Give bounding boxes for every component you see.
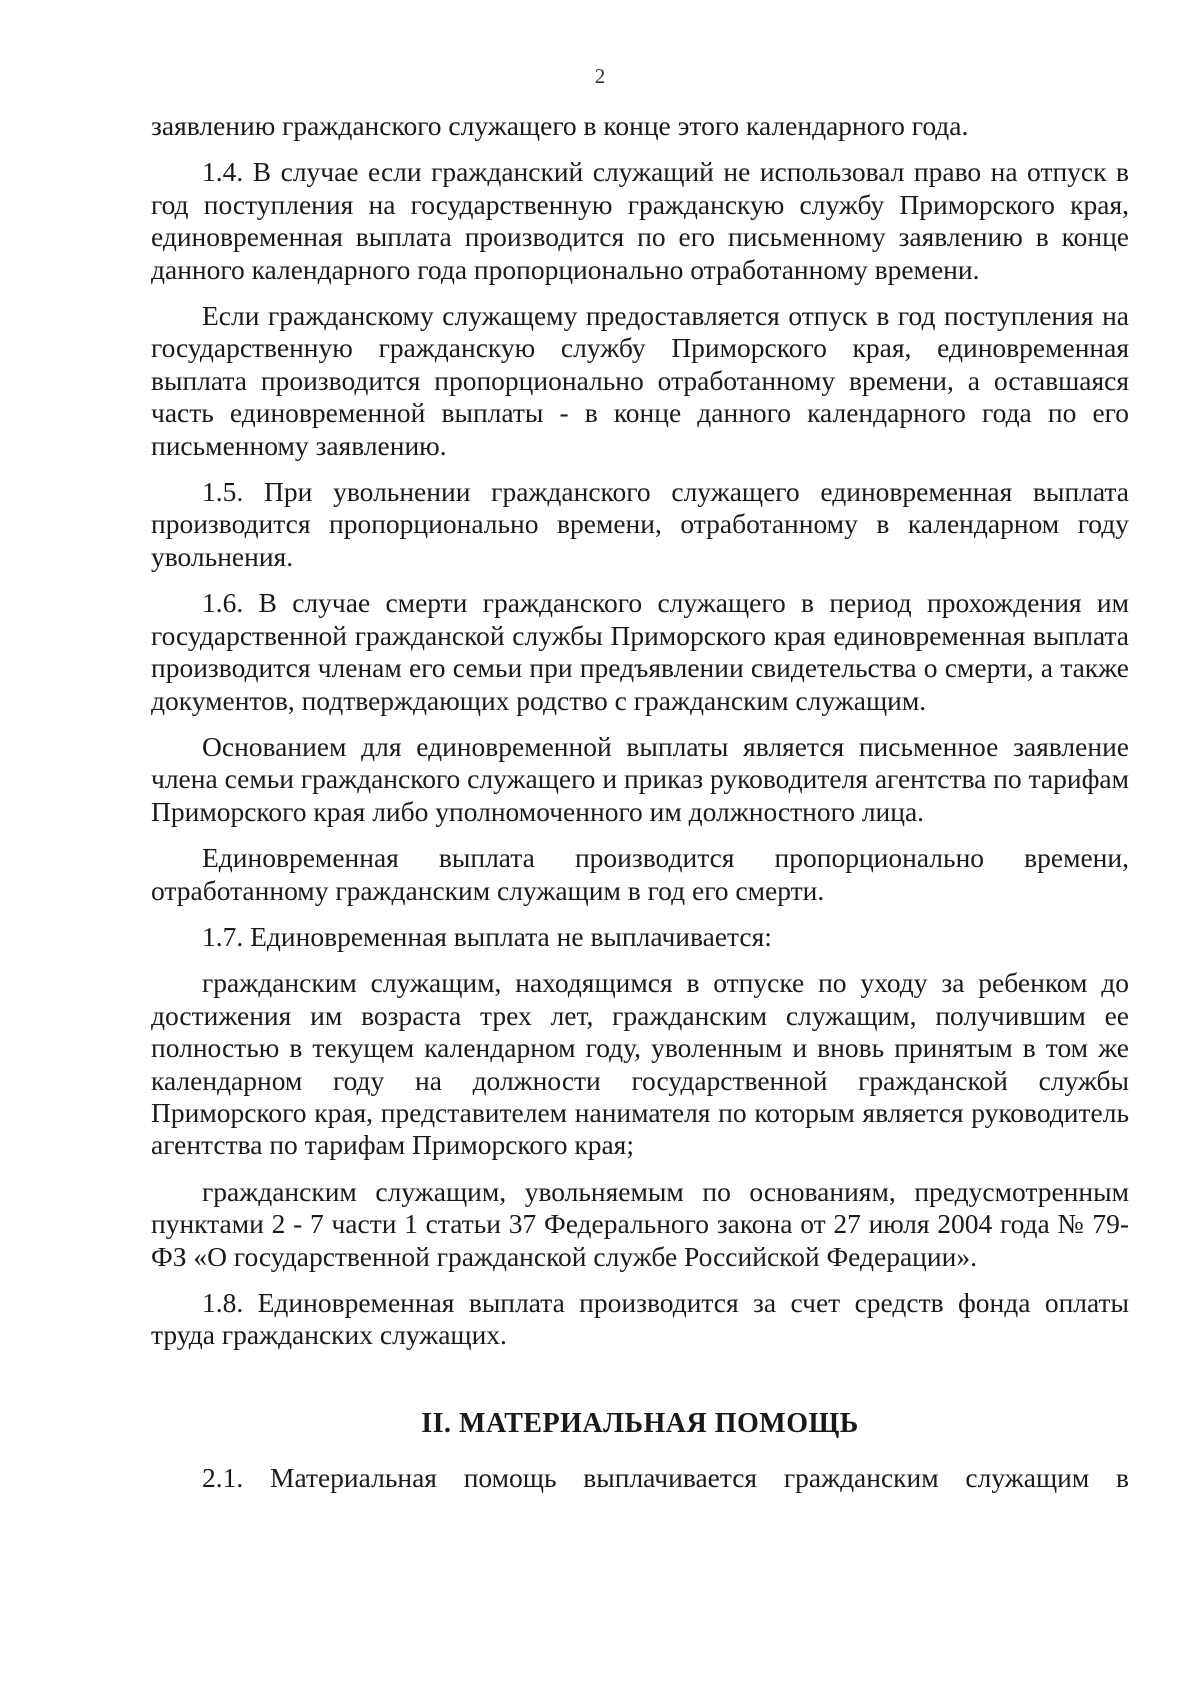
paragraph-exclusion-1: гражданским служащим, находящимся в отпуске по уходу за ребенком до достижения им возраста трех лет, гражданским служащим, получившим ее полностью в текущем календарном году, уволенным и вновь принятым в том же календарном году на должности государственной гражданской службы Приморского края, представителем нанимателя по которым является руководитель агентства по тарифам Приморского края; xyxy=(151,967,1129,1161)
document-body xyxy=(151,110,1129,1509)
paragraph-vacation: Если гражданскому служащему предоставляется отпуск в год поступления на государственную гражданскую службу Приморского края, единовременная выплата производится пропорционально отработанному времени, а оставшаяся часть единовременной выплаты - в конце данного календарного года по его письменному заявлению. xyxy=(151,300,1129,461)
paragraph-1-5: 1.5. При увольнении гражданского служащего единовременная выплата производится пропорционально времени, отработанному в календарном году увольнения. xyxy=(151,476,1129,572)
paragraph-continuation: заявлению гражданского служащего в конце этого календарного года. xyxy=(151,110,969,141)
paragraph-exclusion-2: гражданским служащим, увольняемым по основаниям, предусмотренным пунктами 2 - 7 части 1 статьи 37 Федерального закона от 27 июля 2004 года № 79-ФЗ «О государственной гражданской службе Российской Федерации». xyxy=(151,1175,1129,1272)
paragraph-1-4: 1.4. В случае если гражданский служащий не использовал право на отпуск в год поступления на государственную гражданскую службу Приморского края, единовременная выплата производится по его письменному заявлению в конце данного календарного года пропорционально отработанному времени. xyxy=(151,156,1129,285)
paragraph-1-7: 1.7. Единовременная выплата не выплачивается: xyxy=(202,920,772,952)
paragraph-proportional: Единовременная выплата производится пропорционально времени, отработанному гражданским служащим в год его смерти. xyxy=(151,842,1129,906)
paragraph-1-8: 1.8. Единовременная выплата производится за счет средств фонда оплаты труда гражданских служащих. xyxy=(151,1287,1129,1351)
paragraph-1-6: 1.6. В случае смерти гражданского служащего в период прохождения им государственной гражданской службы Приморского края единовременная выплата производится членам его семьи при предъявлении свидетельства о смерти, а также документов, подтверждающих родство с гражданским служащим. xyxy=(151,587,1129,716)
paragraph-2-1: 2.1. Материальная помощь выплачивается гражданским служащим в xyxy=(202,1462,1129,1494)
page-number: 2 xyxy=(594,64,606,88)
section-heading: II. МАТЕРИАЛЬНАЯ ПОМОЩЬ xyxy=(421,1407,859,1439)
paragraph-basis: Основанием для единовременной выплаты является письменное заявление члена семьи гражданского служащего и приказ руководителя агентства по тарифам Приморского края либо уполномоченного им должностного лица. xyxy=(151,730,1129,827)
